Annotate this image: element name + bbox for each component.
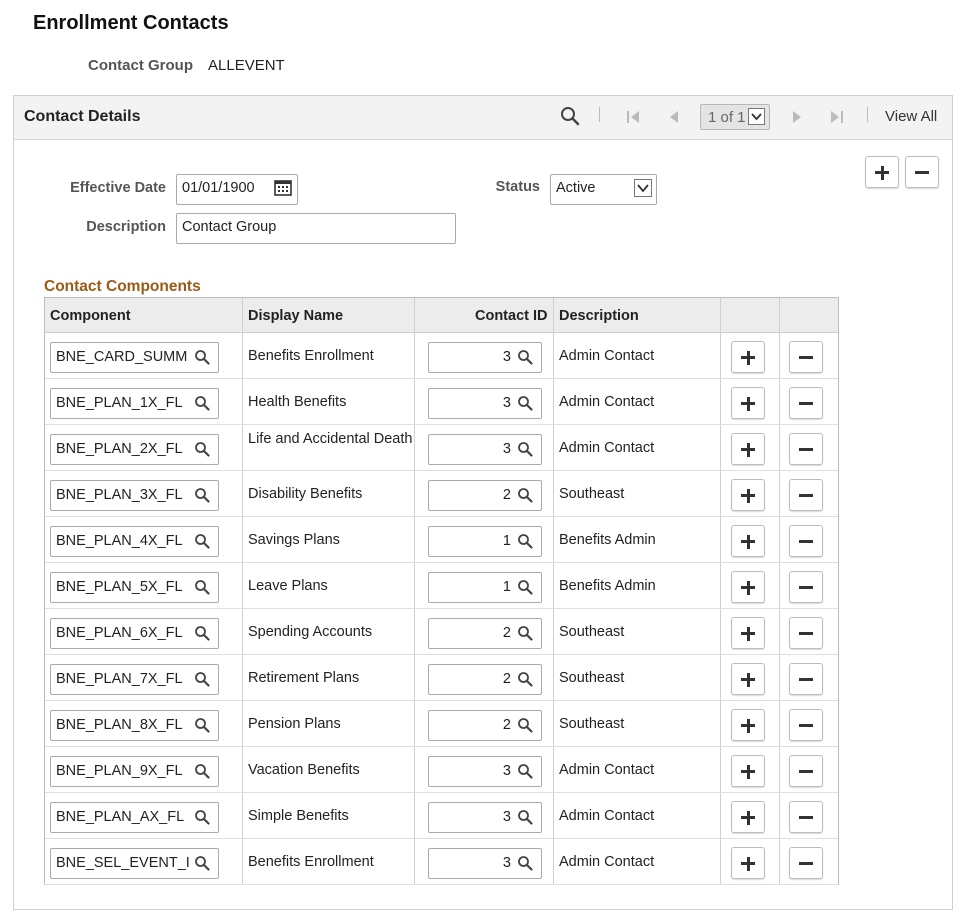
delete-row-button[interactable] xyxy=(789,801,823,833)
description-label: Description xyxy=(86,219,166,235)
display-name: Retirement Plans xyxy=(248,670,360,686)
add-row-button[interactable] xyxy=(731,755,765,787)
search-icon[interactable] xyxy=(194,579,210,595)
contact-id-field[interactable] xyxy=(428,480,542,511)
contact-id-value: 2 xyxy=(502,671,511,687)
component-field[interactable] xyxy=(50,388,219,419)
contact-id-field[interactable] xyxy=(428,526,542,557)
header-description: Description xyxy=(559,308,639,324)
component-field[interactable] xyxy=(50,572,219,603)
display-name: Life and Accidental Death xyxy=(248,431,413,447)
component-value: BNE_PLAN_1X_FL xyxy=(56,395,183,411)
contact-group-value: ALLEVENT xyxy=(208,57,285,74)
search-icon[interactable] xyxy=(194,533,210,549)
row-description: Admin Contact xyxy=(559,394,655,410)
component-value: BNE_PLAN_4X_FL xyxy=(56,533,183,549)
add-row-button[interactable] xyxy=(731,479,765,511)
status-value: Active xyxy=(556,180,596,196)
table-row xyxy=(45,425,838,471)
effective-date-field[interactable] xyxy=(176,174,298,205)
add-row-button[interactable] xyxy=(731,847,765,879)
contact-id-value: 2 xyxy=(502,625,511,641)
separator xyxy=(599,107,600,122)
contact-id-value: 2 xyxy=(502,487,511,503)
component-value: BNE_PLAN_8X_FL xyxy=(56,717,183,733)
delete-row-button[interactable] xyxy=(789,755,823,787)
delete-row-button[interactable] xyxy=(789,663,823,695)
delete-row-button[interactable] xyxy=(789,847,823,879)
contact-id-value: 3 xyxy=(502,855,511,871)
component-field[interactable] xyxy=(50,526,219,557)
contact-id-field[interactable] xyxy=(428,388,542,419)
search-icon[interactable] xyxy=(517,487,533,503)
effective-date-label: Effective Date xyxy=(70,180,166,196)
next-page-icon[interactable] xyxy=(787,108,805,126)
search-icon[interactable] xyxy=(194,625,210,641)
row-description: Southeast xyxy=(559,624,625,640)
contact-id-value: 1 xyxy=(502,533,511,549)
search-icon[interactable] xyxy=(194,395,210,411)
chevron-down-icon[interactable] xyxy=(748,108,765,125)
display-name: Pension Plans xyxy=(248,716,341,732)
previous-page-icon[interactable] xyxy=(666,108,684,126)
component-field[interactable] xyxy=(50,480,219,511)
header-display-name: Display Name xyxy=(248,308,344,324)
display-name: Leave Plans xyxy=(248,578,328,594)
delete-row-button[interactable] xyxy=(789,479,823,511)
delete-row-button[interactable] xyxy=(789,709,823,741)
table-row xyxy=(45,793,838,839)
row-description: Benefits Admin xyxy=(559,532,656,548)
component-value: BNE_PLAN_6X_FL xyxy=(56,625,183,641)
component-field[interactable] xyxy=(50,848,219,879)
search-icon[interactable] xyxy=(517,533,533,549)
add-row-button[interactable] xyxy=(731,341,765,373)
panel-title: Contact Details xyxy=(24,108,141,125)
table-row xyxy=(45,839,838,885)
contact-id-value: 3 xyxy=(502,809,511,825)
search-icon[interactable] xyxy=(194,855,210,871)
row-description: Benefits Admin xyxy=(559,578,656,594)
component-field[interactable] xyxy=(50,756,219,787)
search-icon[interactable] xyxy=(517,395,533,411)
add-row-button[interactable] xyxy=(731,617,765,649)
contact-id-value: 3 xyxy=(502,441,511,457)
table-row xyxy=(45,379,838,425)
contact-id-value: 3 xyxy=(502,763,511,779)
delete-row-button[interactable] xyxy=(789,525,823,557)
search-icon[interactable] xyxy=(517,717,533,733)
add-row-button[interactable] xyxy=(731,571,765,603)
contact-id-field[interactable] xyxy=(428,710,542,741)
component-value: BNE_SEL_EVENT_I xyxy=(56,855,190,871)
contact-id-field[interactable] xyxy=(428,848,542,879)
search-icon[interactable] xyxy=(517,855,533,871)
component-field[interactable] xyxy=(50,434,219,465)
contact-id-field[interactable] xyxy=(428,618,542,649)
component-field[interactable] xyxy=(50,664,219,695)
add-row-button[interactable] xyxy=(865,156,899,188)
add-row-button[interactable] xyxy=(731,525,765,557)
display-name: Savings Plans xyxy=(248,532,340,548)
delete-row-button[interactable] xyxy=(789,433,823,465)
description-field[interactable] xyxy=(176,213,456,244)
row-description: Admin Contact xyxy=(559,762,655,778)
component-value: BNE_PLAN_2X_FL xyxy=(56,441,183,457)
contact-id-field[interactable] xyxy=(428,664,542,695)
effective-date-value: 01/01/1900 xyxy=(182,180,255,196)
calendar-icon[interactable] xyxy=(274,179,292,196)
search-icon[interactable] xyxy=(194,717,210,733)
contact-id-value: 2 xyxy=(502,717,511,733)
display-name: Health Benefits xyxy=(248,394,347,410)
search-icon[interactable] xyxy=(194,349,210,365)
display-name: Benefits Enrollment xyxy=(248,854,374,870)
page-count: 1 of 1 xyxy=(708,109,746,126)
search-icon[interactable] xyxy=(517,349,533,365)
row-description: Southeast xyxy=(559,716,625,732)
component-field[interactable] xyxy=(50,710,219,741)
component-value: BNE_PLAN_7X_FL xyxy=(56,671,183,687)
component-field[interactable] xyxy=(50,342,219,373)
contact-id-field[interactable] xyxy=(428,342,542,373)
search-icon[interactable] xyxy=(517,809,533,825)
table-row xyxy=(45,517,838,563)
add-row-button[interactable] xyxy=(731,433,765,465)
row-description: Admin Contact xyxy=(559,348,655,364)
delete-row-button[interactable] xyxy=(789,617,823,649)
add-row-button[interactable] xyxy=(731,663,765,695)
search-icon[interactable] xyxy=(194,809,210,825)
page-title: Enrollment Contacts xyxy=(33,12,229,34)
component-value: BNE_CARD_SUMM xyxy=(56,349,188,365)
view-all-link[interactable]: View All xyxy=(885,108,938,125)
row-description: Admin Contact xyxy=(559,854,655,870)
contact-id-field[interactable] xyxy=(428,756,542,787)
component-value: BNE_PLAN_AX_FL xyxy=(56,809,185,825)
search-icon[interactable] xyxy=(517,625,533,641)
first-page-icon[interactable] xyxy=(625,108,643,126)
description-value: Contact Group xyxy=(182,219,277,235)
contact-id-field[interactable] xyxy=(428,802,542,833)
contact-components-grid xyxy=(44,297,839,885)
contact-id-value: 1 xyxy=(502,579,511,595)
add-row-button[interactable] xyxy=(731,387,765,419)
row-description: Southeast xyxy=(559,486,625,502)
row-description: Admin Contact xyxy=(559,808,655,824)
search-icon[interactable] xyxy=(194,441,210,457)
header-contact-id: Contact ID xyxy=(475,308,548,324)
component-value: BNE_PLAN_3X_FL xyxy=(56,487,183,503)
table-row xyxy=(45,563,838,609)
last-page-icon[interactable] xyxy=(827,108,845,126)
search-icon[interactable] xyxy=(194,487,210,503)
separator xyxy=(867,107,868,122)
component-value: BNE_PLAN_5X_FL xyxy=(56,579,183,595)
search-icon[interactable] xyxy=(517,763,533,779)
display-name: Simple Benefits xyxy=(248,808,349,824)
table-row xyxy=(45,655,838,701)
contact-id-value: 3 xyxy=(502,349,511,365)
delete-row-button[interactable] xyxy=(789,341,823,373)
component-field[interactable] xyxy=(50,618,219,649)
table-row xyxy=(45,609,838,655)
display-name: Vacation Benefits xyxy=(248,762,360,778)
row-description: Southeast xyxy=(559,670,625,686)
search-icon[interactable] xyxy=(517,671,533,687)
table-row xyxy=(45,701,838,747)
search-icon[interactable] xyxy=(194,671,210,687)
display-name: Disability Benefits xyxy=(248,486,363,502)
chevron-down-icon[interactable] xyxy=(634,179,652,197)
add-row-button[interactable] xyxy=(731,709,765,741)
contact-id-field[interactable] xyxy=(428,572,542,603)
header-component: Component xyxy=(50,308,131,324)
search-icon[interactable] xyxy=(517,441,533,457)
contact-components-title: Contact Components xyxy=(44,278,201,295)
search-icon[interactable] xyxy=(559,105,581,127)
table-row xyxy=(45,471,838,517)
status-label: Status xyxy=(495,179,540,195)
component-field[interactable] xyxy=(50,802,219,833)
display-name: Spending Accounts xyxy=(248,624,373,640)
row-description: Admin Contact xyxy=(559,440,655,456)
display-name: Benefits Enrollment xyxy=(248,348,374,364)
contact-id-field[interactable] xyxy=(428,434,542,465)
add-row-button[interactable] xyxy=(731,801,765,833)
search-icon[interactable] xyxy=(517,579,533,595)
delete-row-button[interactable] xyxy=(789,387,823,419)
search-icon[interactable] xyxy=(194,763,210,779)
table-row xyxy=(45,333,838,379)
page-selector[interactable] xyxy=(700,104,770,130)
contact-id-value: 3 xyxy=(502,395,511,411)
contact-group-label: Contact Group xyxy=(88,57,193,74)
status-select[interactable] xyxy=(550,174,657,205)
delete-row-button[interactable] xyxy=(905,156,939,188)
component-value: BNE_PLAN_9X_FL xyxy=(56,763,183,779)
delete-row-button[interactable] xyxy=(789,571,823,603)
table-row xyxy=(45,747,838,793)
panel-header xyxy=(14,96,952,140)
